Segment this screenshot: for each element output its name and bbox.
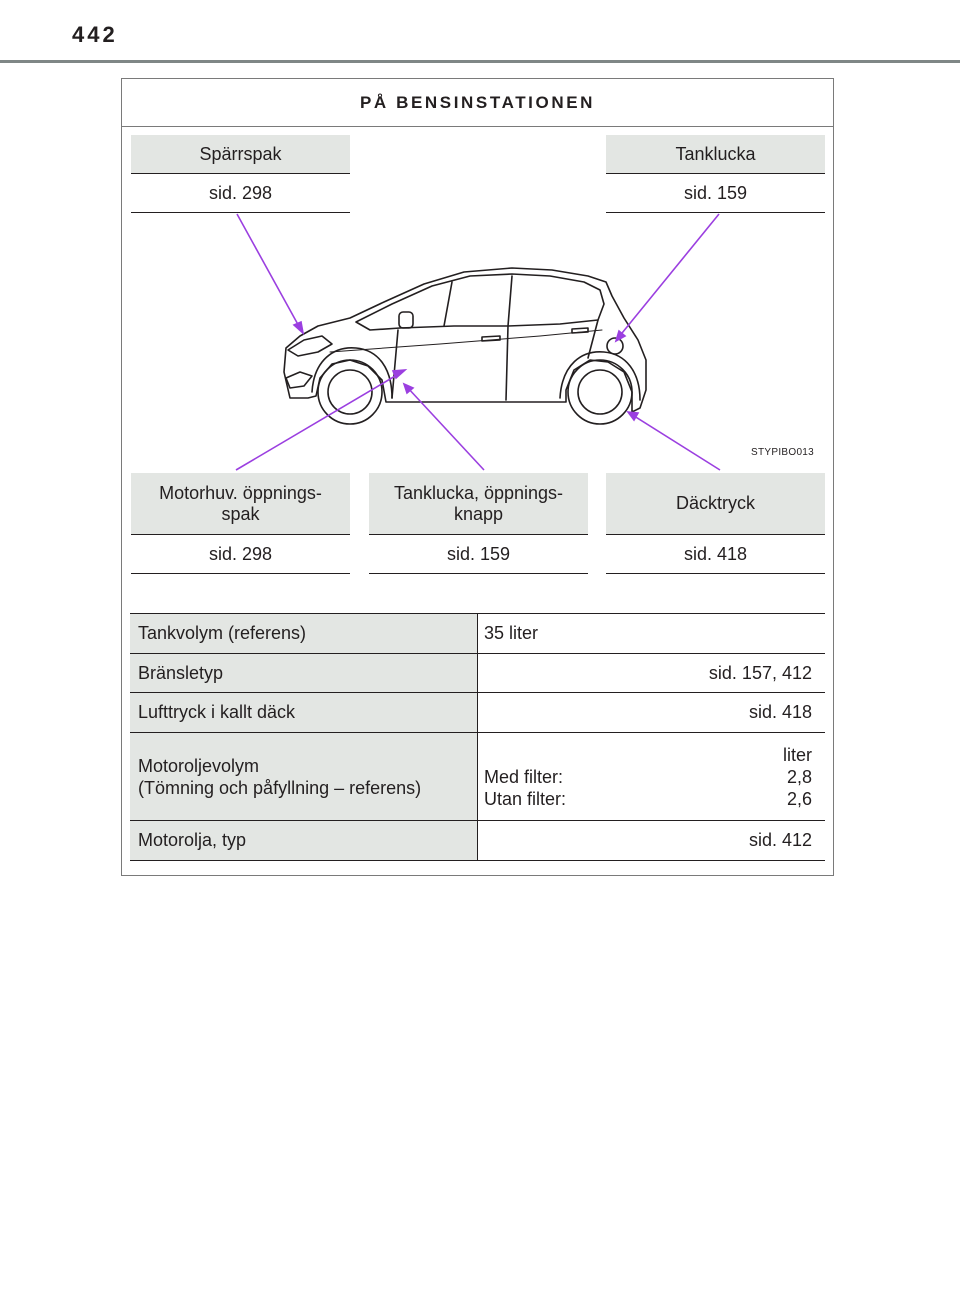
spec-value-tankvolym: 35 liter: [484, 623, 539, 643]
spec-value-motorolja-typ[interactable]: sid. 412: [748, 830, 812, 850]
leader-dacktryck: [631, 414, 720, 470]
spec-label-motoroljevolym-line2: (Tömning och påfyllning – referens): [138, 777, 422, 798]
spec-table: [130, 613, 825, 861]
spec-value-lufttryck[interactable]: sid. 418: [748, 702, 812, 722]
label-tanklucka: Tanklucka: [606, 135, 825, 174]
label-tanklucka-knapp: [369, 473, 588, 535]
leader-sparrspak: [237, 214, 301, 330]
figure-code: STYPIBO013: [751, 447, 815, 458]
spec-label-lufttryck: Lufttryck i kallt däck: [130, 693, 478, 732]
label-motorhuv: [131, 473, 350, 535]
spec-value-bransletyp[interactable]: sid. 157, 412: [708, 662, 812, 683]
table-row: [130, 654, 825, 693]
spec-value-motoroljevolym: [478, 733, 825, 820]
label-motorhuv-line1: Motorhuv. öppnings-: [159, 482, 322, 503]
page-number: 442: [72, 22, 118, 47]
label-sparrspak: Spärrspak: [131, 135, 350, 174]
table-row: [130, 821, 825, 861]
oil-without-filter-label: Utan filter:: [484, 788, 567, 809]
leader-tanklucka: [618, 214, 719, 338]
label-tanklucka-knapp-line2: knapp: [453, 503, 504, 524]
spec-label-motoroljevolym-line1: Motoroljevolym: [138, 755, 260, 776]
label-dacktryck: Däcktryck: [606, 473, 825, 535]
ref-sparrspak[interactable]: sid. 298: [131, 175, 350, 213]
ref-dacktryck[interactable]: sid. 418: [606, 536, 825, 574]
oil-with-filter-label: Med filter:: [484, 766, 564, 787]
label-motorhuv-line2: spak: [221, 503, 260, 524]
leader-tanklucka-knapp: [407, 387, 484, 470]
spec-label-motoroljevolym: [130, 733, 478, 820]
ref-tanklucka[interactable]: sid. 159: [606, 175, 825, 213]
table-row: [130, 614, 825, 654]
label-tanklucka-knapp-line1: Tanklucka, öppnings-: [393, 482, 564, 503]
oil-with-filter-value: 2,8: [786, 766, 812, 787]
spec-label-bransletyp: Bränsletyp: [130, 654, 478, 692]
oil-unit: liter: [782, 744, 812, 765]
ref-tanklucka-knapp[interactable]: sid. 159: [369, 536, 588, 574]
table-row: [130, 693, 825, 733]
spec-label-motorolja-typ: Motorolja, typ: [130, 821, 478, 860]
spec-label-tankvolym: Tankvolym (referens): [130, 614, 478, 653]
oil-without-filter-value: 2,6: [786, 788, 812, 809]
ref-motorhuv[interactable]: sid. 298: [131, 536, 350, 574]
table-row: [130, 733, 825, 821]
section-title: PÅ BENSINSTATIONEN: [122, 79, 833, 127]
car-window-outline: [356, 274, 604, 330]
car-body-outline: [284, 268, 646, 412]
